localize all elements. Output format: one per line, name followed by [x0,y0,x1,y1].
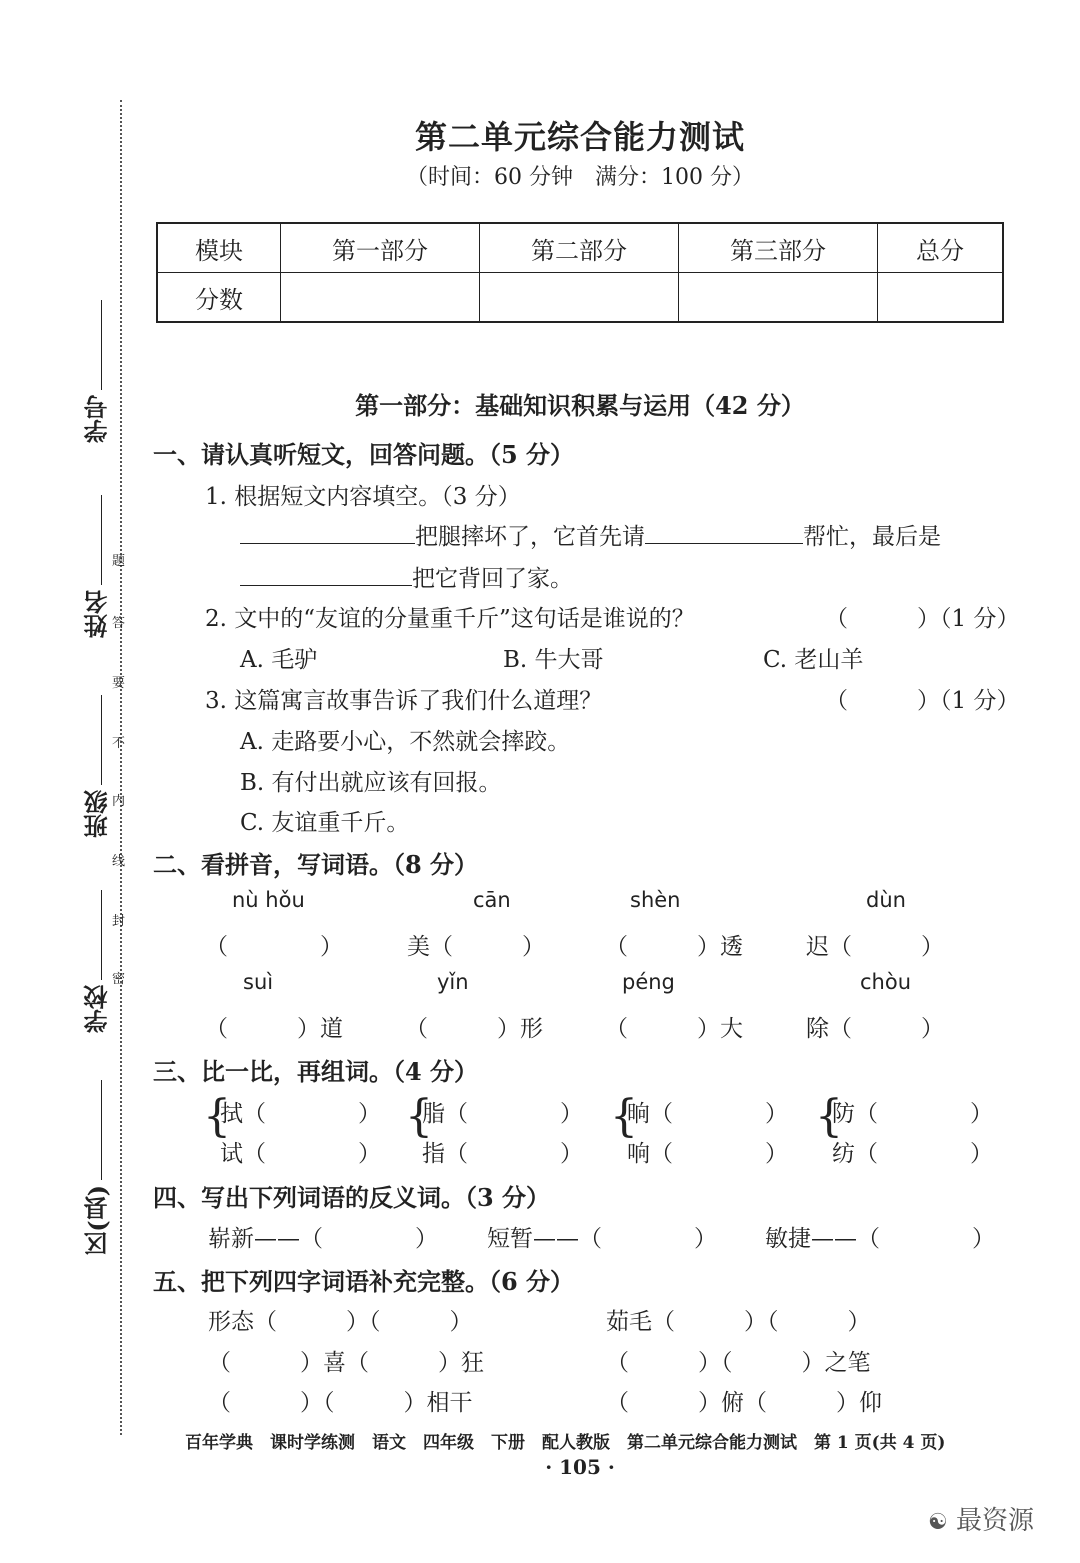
option-item[interactable]: C. 老山羊 [763,647,864,673]
answer-paren[interactable]: 除（ ） [806,1016,944,1042]
answer-paren[interactable]: （ ）透 [605,934,743,960]
side-label-name: 姓名 [83,590,112,638]
score-cell[interactable] [878,273,1004,323]
page-title: 第二单元综合能力测试 [414,118,745,156]
pinyin: dùn [866,888,906,912]
word-pair-item[interactable]: 纺（ ） [832,1141,993,1167]
word-pair-item[interactable]: 拭（ ） [220,1101,381,1127]
answer-paren[interactable]: （ ）道 [205,1016,343,1042]
option-item[interactable]: A. 毛驴 [240,647,318,673]
pinyin: shèn [630,888,681,912]
table-header-cell: 第三部分 [679,223,878,273]
word-pair-item[interactable]: 脂（ ） [422,1101,583,1127]
word-pair-item[interactable]: 试（ ） [220,1141,381,1167]
score-cell[interactable] [480,273,679,323]
pinyin: nù hǒu [232,888,305,912]
word-pair-item[interactable]: 响（ ） [627,1141,788,1167]
antonym-item[interactable]: 短暂——（ ） [487,1226,717,1252]
fill-text: 帮忙，最后是 [803,524,941,550]
idiom-item[interactable]: （ ）俯（ ）仰 [606,1390,882,1416]
page-number: · 105 · [545,1455,615,1479]
seal-char: 题 [112,554,126,569]
footer-info: 百年学典 课时学练测 语文 四年级 下册 配人教版 第二单元综合能力测试 第 1 页(共 4 页) [185,1433,946,1453]
seal-char: 线 [112,854,126,869]
pinyin: suì [243,970,274,994]
page-subtitle: （时间：60 分钟 满分：100 分） [406,165,754,190]
score-cell[interactable] [679,273,878,323]
brace-icon: { [610,1091,638,1142]
antonym-item[interactable]: 崭新——（ ） [208,1226,438,1252]
pinyin: péng [622,970,675,994]
seal-char: 要 [112,676,126,691]
binding-dotted-line [120,100,122,1435]
answer-paren[interactable]: （ ）大 [605,1016,743,1042]
answer-paren[interactable]: （ ）形 [405,1016,543,1042]
word-pair-item[interactable]: 防（ ） [832,1101,993,1127]
option-item[interactable]: B. 牛大哥 [503,647,604,673]
pinyin: yǐn [437,970,469,994]
section-heading: 三、比一比，再组词。（4 分） [153,1057,479,1086]
idiom-item[interactable]: 茹毛（ ）（ ） [606,1309,871,1335]
idiom-item[interactable]: 形态（ ）（ ） [208,1309,473,1335]
side-label-class: 班级 [83,790,112,838]
option-item[interactable]: A. 走路要小心，不然就会摔跤。 [240,729,571,755]
pinyin: chòu [860,970,912,994]
fill-in-line [240,518,941,551]
side-label-district: 区(县) [83,1185,112,1256]
question-text: 1. 根据短文内容填空。（3 分） [205,484,521,510]
score-table [156,222,1004,323]
answer-paren[interactable]: 美（ ） [407,934,545,960]
score-cell[interactable] [281,273,480,323]
section-heading: 五、把下列四字词语补充完整。（6 分） [153,1267,575,1296]
section-heading: 四、写出下列词语的反义词。（3 分） [153,1183,551,1212]
question-text: 2. 文中的“友谊的分量重千斤”这句话是谁说的？ [205,606,695,632]
fill-text: 把腿摔坏了，它首先请 [415,524,645,550]
idiom-item[interactable]: （ ）喜（ ）狂 [208,1350,484,1376]
idiom-item[interactable]: （ ）（ ）之笔 [606,1350,871,1376]
word-pair-item[interactable]: 晌（ ） [627,1101,788,1127]
side-fill-line [101,495,102,585]
table-row [157,223,1003,273]
answer-blank[interactable] [645,521,803,544]
antonym-item[interactable]: 敏捷——（ ） [765,1226,995,1252]
wechat-icon: ☯ [928,1510,948,1535]
seal-char: 答 [112,616,126,631]
question-text: 3. 这篇寓言故事告诉了我们什么道理？ [205,688,603,714]
table-header-cell: 模块 [157,223,281,273]
option-item[interactable]: B. 有付出就应该有回报。 [240,770,502,796]
side-label-school: 学校 [83,985,112,1033]
seal-char: 内 [112,794,126,809]
answer-blank[interactable] [240,563,412,586]
answer-paren[interactable]: （ ）（1 分） [825,688,1020,714]
seal-char: 不 [112,736,126,751]
section-heading: 一、请认真听短文，回答问题。（5 分） [153,440,575,469]
fill-text: 把它背回了家。 [412,566,573,592]
side-fill-line [101,1080,102,1180]
table-header-cell: 第一部分 [281,223,480,273]
brace-icon: { [203,1091,231,1142]
part-title: 第一部分：基础知识积累与运用（42 分） [355,391,805,420]
brace-icon: { [815,1091,843,1142]
brace-icon: { [405,1091,433,1142]
watermark [928,1500,1034,1537]
table-header-cell: 第二部分 [480,223,679,273]
table-row-label: 分数 [157,273,281,323]
watermark-text: 最资源 [956,1506,1035,1536]
idiom-item[interactable]: （ ）（ ）相干 [208,1390,473,1416]
answer-blank[interactable] [240,521,415,544]
answer-paren[interactable]: （ ） [205,934,343,960]
section-heading: 二、看拼音，写词语。（8 分） [153,850,479,879]
answer-paren[interactable]: （ ）（1 分） [825,606,1020,632]
table-row [157,273,1003,323]
table-header-cell: 总分 [878,223,1004,273]
word-pair-item[interactable]: 指（ ） [422,1141,583,1167]
pinyin: cān [473,888,511,912]
answer-paren[interactable]: 迟（ ） [806,934,944,960]
side-fill-line [101,890,102,980]
side-label-student-id: 学号 [83,395,112,443]
seal-char: 封 [112,914,126,929]
option-item[interactable]: C. 友谊重千斤。 [240,810,410,836]
side-fill-line [101,695,102,785]
seal-char: 密 [112,972,126,987]
fill-in-line [240,560,573,593]
side-fill-line [101,300,102,390]
